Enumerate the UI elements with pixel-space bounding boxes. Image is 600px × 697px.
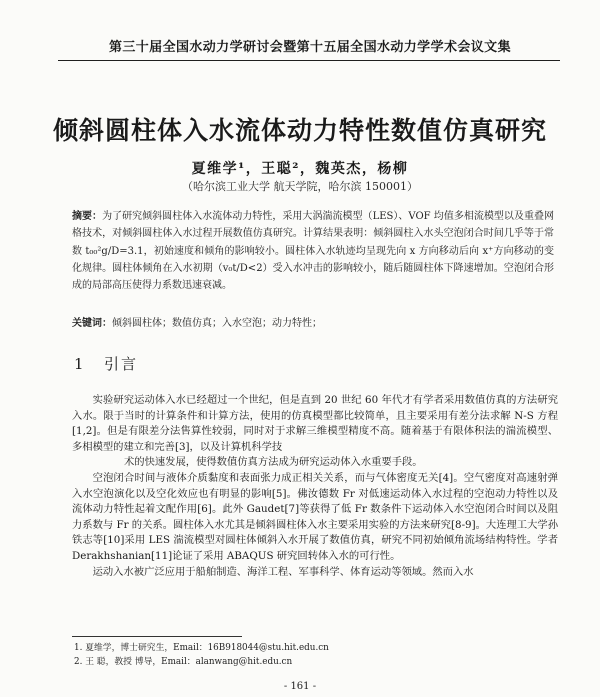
paragraph: 术的快速发展，使得数值仿真方法成为研究运动体入水重要手段。 bbox=[124, 456, 423, 469]
paragraph: 空泡闭合时间与液体介质黏度和表面张力成正相关关系，而与气体密度无关[4]。空气密度对高速射弹入水空泡演化以及空化效应也有明显的影响[5]。佛汝德数 Fr 对低速运动体入水过程的空泡动力特性以及流体动力特性起着文配作用[6]。此外 Gaudet[7]等获得了低 Fr 数条件下运动体入水空泡闭合时间以及阻力系数与 Fr 的关系。圆柱体入水尤其是倾斜圆柱体入水主要采用实验的方法来研究[8-9]。大连理工大学孙铁志等[10]采用 LES 湍流模型对圆柱体倾斜入水开展了数值仿真，研究不同初始倾角流场结构特性。学者 Derakhshanian[11]论证了采用 ABAQUS 研究回转体入水的可行性。 bbox=[72, 471, 558, 562]
running-head: 第三十届全国水动力学研讨会暨第十五届全国水动力学学术会议文集 bbox=[108, 40, 511, 55]
abstract bbox=[72, 208, 554, 294]
affiliation: （哈尔滨工业大学 航天学院，哈尔滨 150001） bbox=[182, 180, 418, 193]
abstract-text: 为了研究倾斜圆柱体入水流体动力特性，采用大涡湍流模型（LES）、VOF 均值多相流模型以及重叠网格技术，对倾斜圆柱体入水过程开展数值仿真研究。计算结果表明：倾斜圆柱入水头空泡闭合时间几乎等于常数 t₀₀²g/D=3.1，初始速度和倾角的影响较小。圆柱体入水轨迹均呈现先向 x 方向移动后向 x⁺方向移动的变化规律。圆柱体倾角在入水初期（v₀t/D<2）受入水冲击的影响较小，随后随圆柱体下降速增加。空泡闭合形成的局部高压使得力系数迅速衰减。 bbox=[72, 211, 555, 292]
author-list: 夏维学¹，王聪²，魏英杰，杨柳 bbox=[191, 161, 409, 177]
footnote: 2. 王 聪，教授 博导，Email：alanwang@hit.edu.cn bbox=[74, 657, 293, 667]
header-rule bbox=[58, 60, 560, 61]
footnotes bbox=[74, 641, 560, 669]
abstract-label: 摘要： bbox=[72, 211, 103, 222]
paper-title: 倾斜圆柱体入水流体动力特性数值仿真研究 bbox=[52, 116, 547, 145]
footnote: 1. 夏维学，博士研究生，Email：16B918044@stu.hit.edu.cn bbox=[74, 643, 329, 653]
keywords-text: 倾斜圆柱体；数值仿真；入水空泡；动力特性； bbox=[112, 318, 322, 329]
paragraph: 运动入水被广泛应用于船舶制造、海洋工程、军事科学、体育运动等领域。然而入水 bbox=[92, 565, 474, 578]
paragraph: 实验研究运动体入水已经超过一个世纪，但是直到 20 世纪 60 年代才有学者采用数值仿真的方法研究入水。限于当时的计算条件和计算方法，使用的仿真模型都比较简单，且主要采用有差分法求解 N-S 方程[1,2]。但是有限差分法售算性较弱，同时对于求解三维模型精度不高。随着基于有限体积法的湍流模型、多相模型的建立和完善[3]，以及计算机科学技 bbox=[72, 394, 558, 453]
keywords-label: 关键词： bbox=[72, 318, 112, 329]
section-title: 引言 bbox=[104, 355, 139, 373]
section-heading bbox=[74, 353, 138, 374]
page-number: - 161 - bbox=[283, 681, 317, 692]
footnote-rule bbox=[72, 636, 242, 637]
body-text bbox=[72, 393, 558, 580]
keywords bbox=[72, 314, 554, 329]
section-number: 1 bbox=[74, 355, 86, 373]
